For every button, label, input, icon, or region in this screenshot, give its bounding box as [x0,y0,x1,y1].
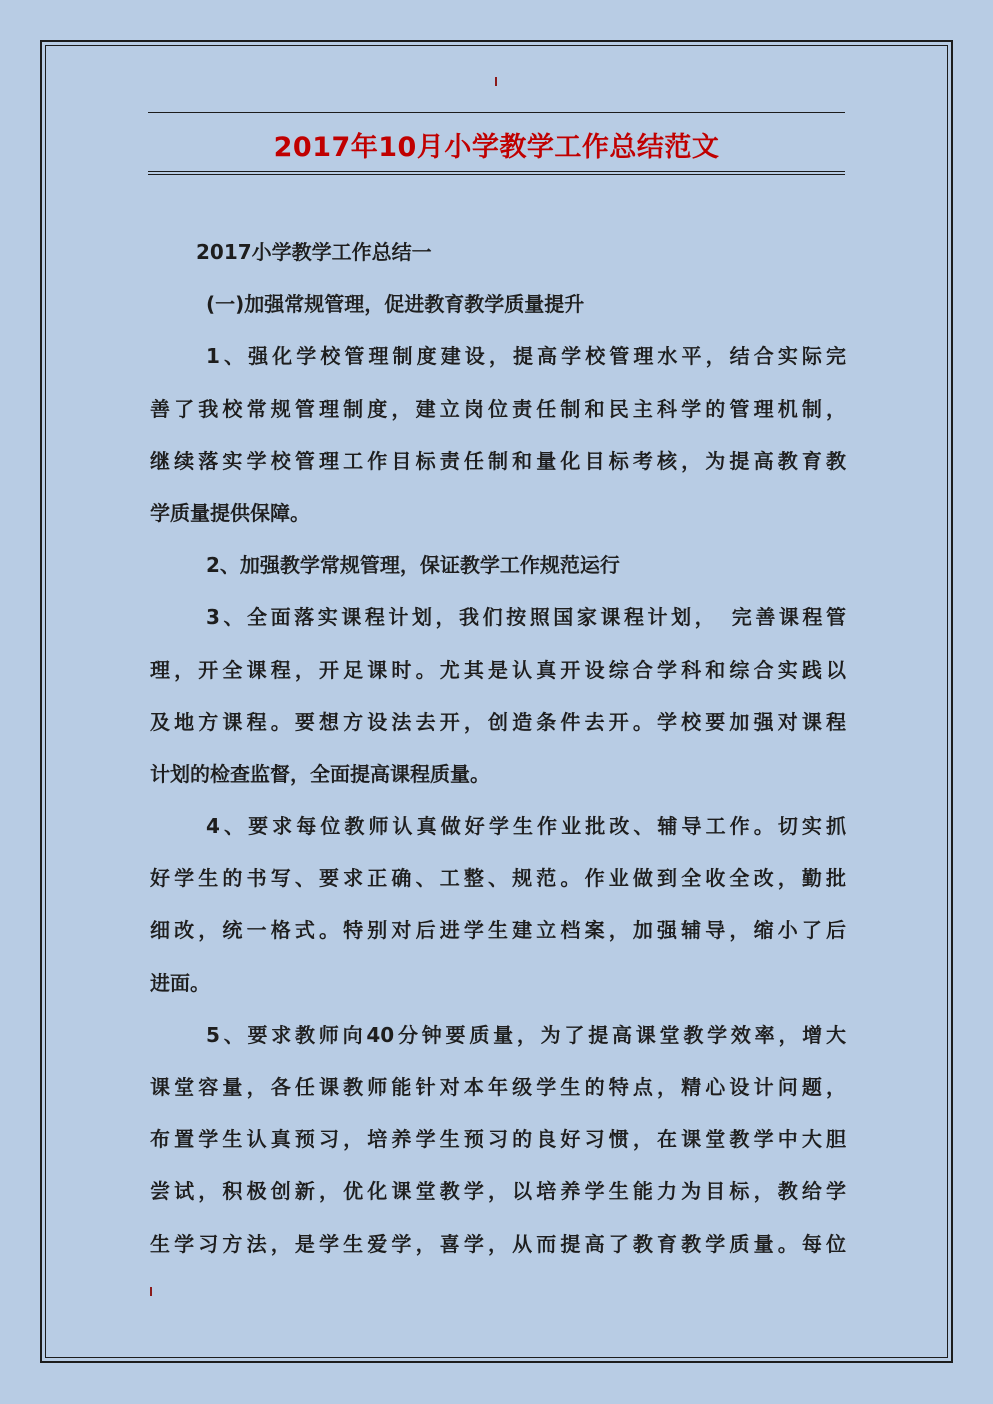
title-rule-top [148,112,845,113]
body-line: 好学生的书写、要求正确、工整、规范。作业做到全收全改，勤批 [150,866,846,891]
title-rule-bottom-2 [148,174,845,175]
body-line: 4、要求每位教师认真做好学生作业批改、辅导工作。切实抓 [206,814,846,839]
body-line: 1、强化学校管理制度建设，提高学校管理水平，结合实际完 [206,344,846,369]
body-line: 5、要求教师向40分钟要质量，为了提高课堂教学效率，增大 [206,1022,846,1047]
body-line: 2017小学教学工作总结一 [196,240,432,264]
body-line: 2、加强教学常规管理，保证教学工作规范运行 [206,553,620,578]
body-line: 善了我校常规管理制度，建立岗位责任制和民主科学的管理机制， [150,396,846,421]
body-line: 3、全面落实课程计划，我们按照国家课程计划， 完善课程管 [206,605,846,630]
body-line: 继续落实学校管理工作目标责任制和量化目标考核，为提高教育教 [150,448,846,473]
body-line: 进面。 [150,970,210,995]
body-line: 细改，统一格式。特别对后进学生建立档案，加强辅导，缩小了后 [150,918,846,943]
body-line: 课堂容量，各任课教师能针对本年级学生的特点，精心设计问题， [150,1075,846,1099]
document-title: 2017年10月小学教学工作总结范文 [273,132,720,163]
body-line: 布置学生认真预习，培养学生预习的良好习惯，在课堂教学中大胆 [150,1127,846,1152]
header-marker [495,77,497,86]
body-line: 生学习方法，是学生爱学，喜学，从而提高了教育教学质量。每位 [150,1231,846,1256]
title-rule-bottom-1 [148,171,845,172]
body-line: 尝试，积极创新，优化课堂教学，以培养学生能力为目标，教给学 [150,1179,846,1204]
body-line: 及地方课程。要想方设法去开，创造条件去开。学校要加强对课程 [150,709,846,734]
body-line: 理，开全课程，开足课时。尤其是认真开设综合学科和综合实践以 [150,657,846,682]
footer-marker [150,1287,152,1296]
body-line: (一)加强常规管理，促进教育教学质量提升 [206,292,585,317]
body-line: 计划的检查监督，全面提高课程质量。 [150,761,490,786]
document-body [150,226,846,1270]
body-line: 学质量提供保障。 [150,500,310,525]
